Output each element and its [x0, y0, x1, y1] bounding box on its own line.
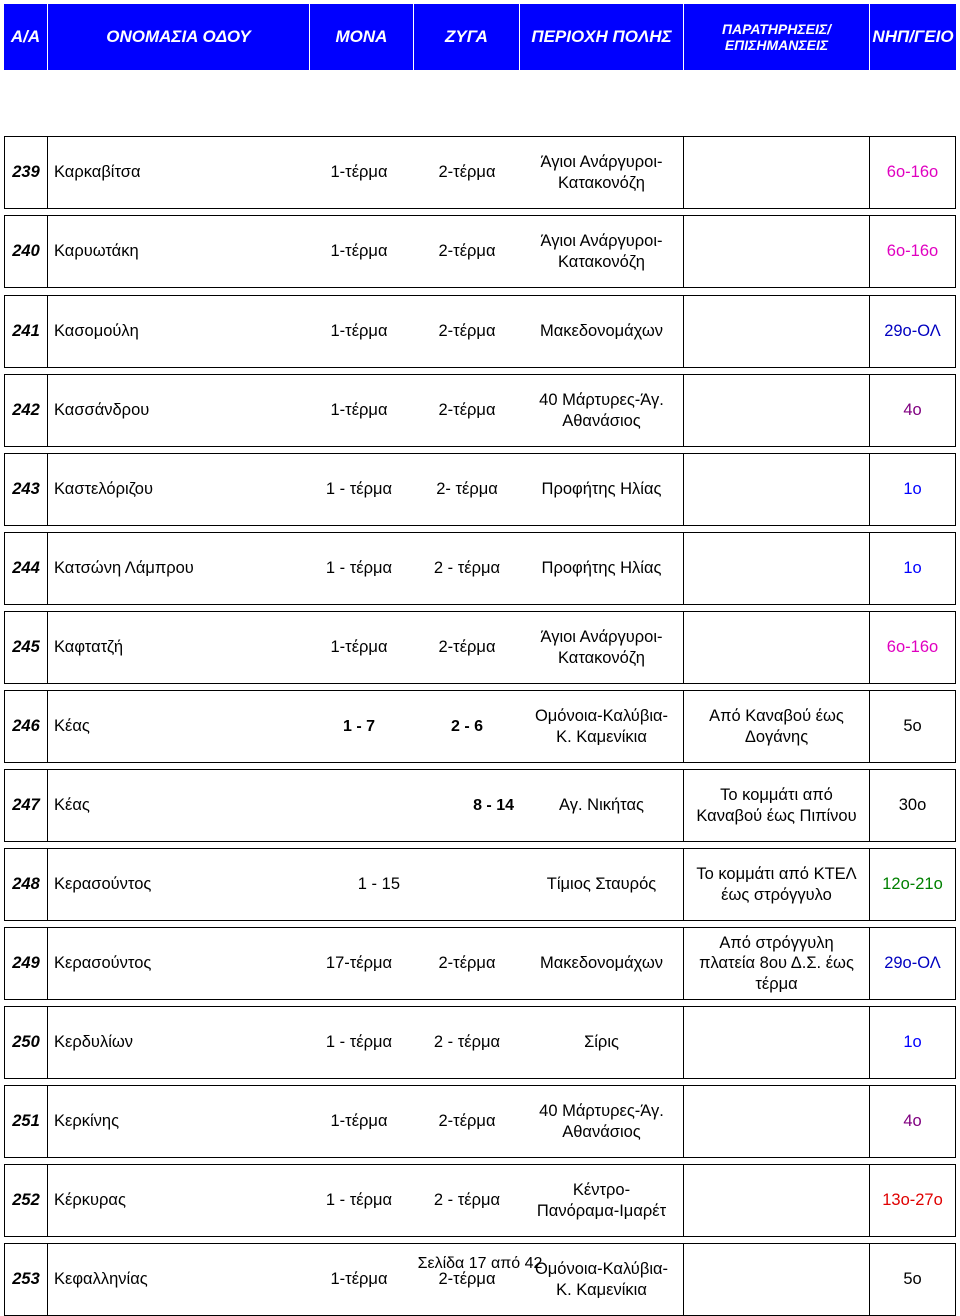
even-range: 2-τέρμα: [414, 136, 520, 209]
table-row: [4, 927, 956, 1000]
header-odd: ΜΟΝΑ: [310, 4, 414, 70]
kindergarten: 12ο-21ο: [870, 848, 956, 921]
kindergarten: 6ο-16ο: [870, 215, 956, 288]
header-notes: [684, 4, 870, 70]
kindergarten: 1ο: [870, 1006, 956, 1079]
notes: Από Καναβού έως Δογάνης: [684, 690, 870, 763]
row-number: 250: [4, 1006, 48, 1079]
city-area: Προφήτης Ηλίας: [520, 532, 684, 605]
street-name: Κασσάνδρου: [48, 374, 304, 447]
notes: [684, 136, 870, 209]
odd-range: 1 - τέρμα: [304, 453, 414, 526]
even-range: 2-τέρμα: [414, 927, 520, 1000]
row-number: 242: [4, 374, 48, 447]
table-row: [4, 1243, 956, 1316]
street-name: Κεφαλληνίας: [48, 1243, 304, 1316]
street-name: Καστελόριζου: [48, 453, 304, 526]
table-row: [4, 532, 956, 605]
header-street-name: ΟΝΟΜΑΣΙΑ ΟΔΟΥ: [48, 4, 310, 70]
even-range: 2-τέρμα: [414, 611, 520, 684]
row-number: 244: [4, 532, 48, 605]
row-number: 251: [4, 1085, 48, 1158]
city-area: 40 Μάρτυρες-Άγ. Αθανάσιος: [520, 1085, 684, 1158]
street-name: Κερδυλίων: [48, 1006, 304, 1079]
even-range: [414, 848, 520, 921]
street-name: Κασομούλη: [48, 295, 304, 368]
row-number: 245: [4, 611, 48, 684]
kindergarten: 4ο: [870, 374, 956, 447]
street-name: Καρκαβίτσα: [48, 136, 304, 209]
odd-range: 1-τέρμα: [304, 295, 414, 368]
city-area: Μακεδονομάχων: [520, 295, 684, 368]
street-name: Κατσώνη Λάμπρου: [48, 532, 304, 605]
row-number: 243: [4, 453, 48, 526]
table-row: [4, 1006, 956, 1079]
odd-range: 1-τέρμα: [304, 1243, 414, 1316]
row-number: 241: [4, 295, 48, 368]
table-row: [4, 848, 956, 921]
kindergarten: 30ο: [870, 769, 956, 842]
header-school: ΝΗΠ/ΓΕΙΟ: [872, 27, 954, 47]
even-range: 8 - 14: [414, 769, 520, 842]
kindergarten: 13ο-27ο: [870, 1164, 956, 1237]
notes: [684, 1006, 870, 1079]
city-area: Μακεδονομάχων: [520, 927, 684, 1000]
notes: [684, 374, 870, 447]
odd-range: 1 - 7: [304, 690, 414, 763]
city-area: Προφήτης Ηλίας: [520, 453, 684, 526]
even-range: 2 - τέρμα: [414, 1164, 520, 1237]
notes: [684, 611, 870, 684]
street-name: Κερασούντος: [48, 848, 304, 921]
city-area: Άγιοι Ανάργυροι-Κατακονόζη: [520, 215, 684, 288]
notes: [684, 215, 870, 288]
notes: Το κομμάτι από ΚΤΕΛ έως στρόγγυλο: [684, 848, 870, 921]
street-name: Καφτατζή: [48, 611, 304, 684]
page-footer: Σελίδα 17 από 42: [417, 1255, 543, 1272]
row-number: 247: [4, 769, 48, 842]
street-name: Κερκίνης: [48, 1085, 304, 1158]
odd-range: 1-τέρμα: [304, 374, 414, 447]
kindergarten: 6ο-16ο: [870, 136, 956, 209]
city-area: Τίμιος Σταυρός: [520, 848, 684, 921]
city-area: Σίρις: [520, 1006, 684, 1079]
notes: [684, 532, 870, 605]
row-number: 252: [4, 1164, 48, 1237]
city-area: Άγιοι Ανάργυροι-Κατακονόζη: [520, 136, 684, 209]
table-row: [4, 136, 956, 209]
table-row: [4, 1164, 956, 1237]
even-range: 2-τέρμα: [414, 1243, 520, 1316]
row-number: 253: [4, 1243, 48, 1316]
odd-range: 1 - τέρμα: [304, 1006, 414, 1079]
odd-range: 1-τέρμα: [304, 611, 414, 684]
street-name: Καρυωτάκη: [48, 215, 304, 288]
notes: [684, 1085, 870, 1158]
table-row: [4, 374, 956, 447]
city-area: Άγιοι Ανάργυροι-Κατακονόζη: [520, 611, 684, 684]
city-area: Κέντρο-Πανόραμα-Ιμαρέτ: [520, 1164, 684, 1237]
table-row: [4, 1085, 956, 1158]
even-range: 2-τέρμα: [414, 374, 520, 447]
even-range: 2 - τέρμα: [414, 1006, 520, 1079]
street-name: Κερασούντος: [48, 927, 304, 1000]
odd-range: [304, 769, 414, 842]
street-name: Κέας: [48, 769, 304, 842]
header-even: ΖΥΓΑ: [414, 4, 520, 70]
header-notes-line1: ΠΑΡΑΤΗΡΗΣΕΙΣ/: [721, 20, 832, 37]
row-number: 248: [4, 848, 48, 921]
row-number: 239: [4, 136, 48, 209]
kindergarten: 5ο: [870, 690, 956, 763]
header-notes-line2: ΕΠΙΣΗΜΑΝΣΕΙΣ: [724, 37, 829, 53]
notes: Από στρόγγυλη πλατεία 8ου Δ.Σ. έως τέρμα: [684, 927, 870, 1000]
even-range: 2 - 6: [414, 690, 520, 763]
kindergarten: 29ο-ΟΛ: [870, 927, 956, 1000]
table-row: [4, 215, 956, 288]
table-row: [4, 611, 956, 684]
odd-range: 1-τέρμα: [304, 1085, 414, 1158]
even-range: 2-τέρμα: [414, 295, 520, 368]
street-name: Κέας: [48, 690, 304, 763]
notes: [684, 1243, 870, 1316]
city-area: Ομόνοια-Καλύβια-Κ. Καμενίκια: [520, 1243, 684, 1316]
even-range: 2-τέρμα: [414, 215, 520, 288]
odd-range: 1-τέρμα: [304, 136, 414, 209]
row-number: 246: [4, 690, 48, 763]
table-row: [4, 453, 956, 526]
table-row: [4, 769, 956, 842]
kindergarten: 1ο: [870, 453, 956, 526]
table-row: [4, 295, 956, 368]
odd-range: 1 - τέρμα: [304, 1164, 414, 1237]
city-area: Ομόνοια-Καλύβια-Κ. Καμενίκια: [520, 690, 684, 763]
city-area: 40 Μάρτυρες-Άγ. Αθανάσιος: [520, 374, 684, 447]
row-number: 240: [4, 215, 48, 288]
even-range: 2 - τέρμα: [414, 532, 520, 605]
odd-range: 1 - τέρμα: [304, 532, 414, 605]
odd-range: 1-τέρμα: [304, 215, 414, 288]
kindergarten: 4ο: [870, 1085, 956, 1158]
header-area: ΠΕΡΙΟΧΗ ΠΟΛΗΣ: [520, 4, 684, 70]
even-range: 2-τέρμα: [414, 1085, 520, 1158]
table-row: [4, 690, 956, 763]
odd-range: 1 - 15: [304, 848, 414, 921]
city-area: Αγ. Νικήτας: [520, 769, 684, 842]
odd-range: 17-τέρμα: [304, 927, 414, 1000]
header-aa: Α/Α: [4, 4, 48, 70]
kindergarten: 29ο-ΟΛ: [870, 295, 956, 368]
row-number: 249: [4, 927, 48, 1000]
kindergarten: 1ο: [870, 532, 956, 605]
kindergarten: 5ο: [870, 1243, 956, 1316]
street-name: Κέρκυρας: [48, 1164, 304, 1237]
even-range: 2- τέρμα: [414, 453, 520, 526]
table-header: [4, 4, 956, 70]
kindergarten: 6ο-16ο: [870, 611, 956, 684]
notes: [684, 295, 870, 368]
notes: [684, 1164, 870, 1237]
notes: Το κομμάτι από Καναβού έως Πιπίνου: [684, 769, 870, 842]
notes: [684, 453, 870, 526]
